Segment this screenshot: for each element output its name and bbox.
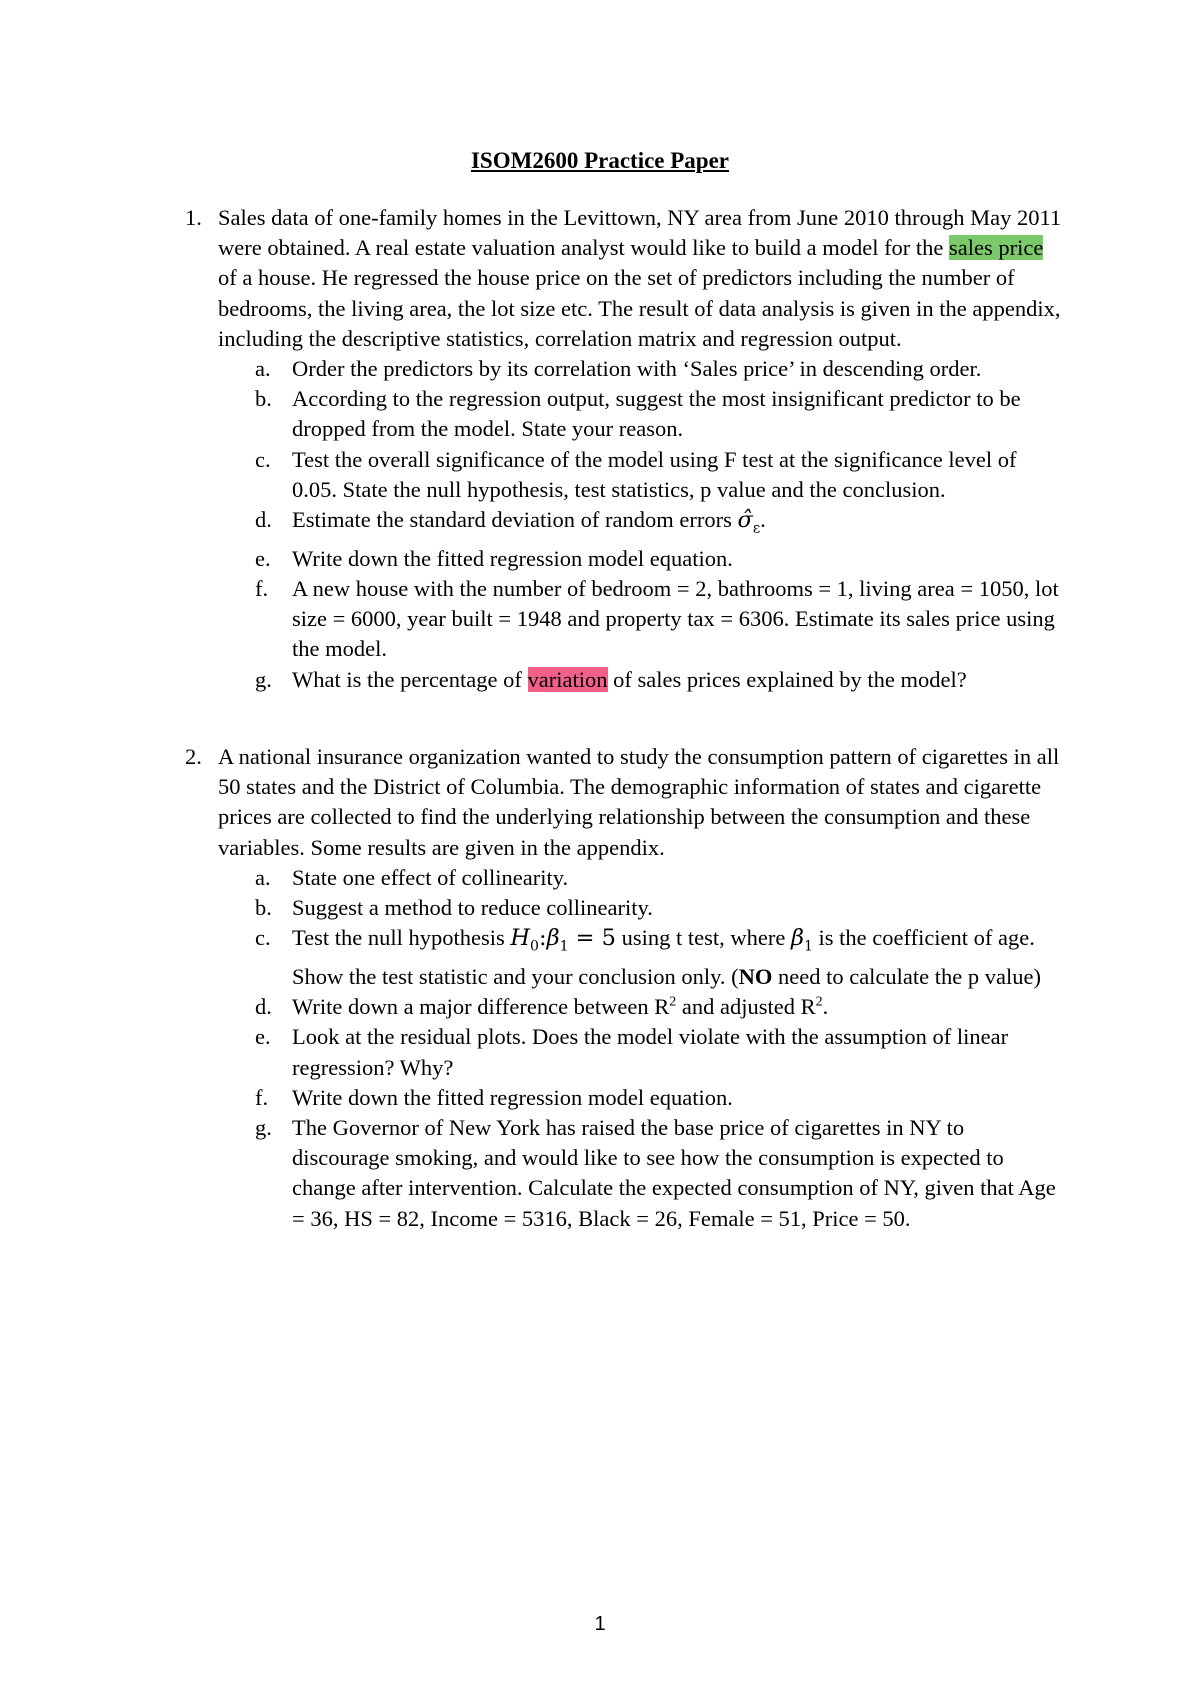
question-2 xyxy=(185,742,1065,1234)
q2-subpart-g xyxy=(185,1113,1065,1234)
q1-subpart-c-letter: c. xyxy=(255,446,271,472)
q2-subpart-b-letter: b. xyxy=(255,895,272,921)
sigma-subscript: ε xyxy=(752,520,761,537)
q1-subpart-a-text: Order the predictors by its correlation with ‘Sales price’ in descending order. xyxy=(292,356,982,382)
beta-symbol-2: β xyxy=(790,925,804,952)
bold-no: NO xyxy=(738,963,773,989)
q2-subpart-c-text-part4: need to calculate the p value) xyxy=(772,963,1041,989)
q1-subpart-a-letter: a. xyxy=(255,356,271,382)
q2-subpart-a xyxy=(185,863,1065,893)
r-squared-sup-2: 2 xyxy=(815,994,823,1010)
question-1-subparts xyxy=(185,354,1065,695)
q2-subpart-b-text: Suggest a method to reduce collinearity. xyxy=(292,895,653,921)
question-1-intro xyxy=(185,203,1065,354)
null-hypothesis-formula xyxy=(510,925,616,955)
question-2-intro xyxy=(185,742,1065,863)
question-2-intro-text: A national insurance organization wanted to study the consumption pattern of cigarettes in all 50 states and the District of Columbia. The demographic information of states and cigarette prices are collected to find the underlying relationship between the consumption and these variables. Some results are given in the appendix. xyxy=(218,744,1060,860)
q1-subpart-b-text: According to the regression output, suggest the most insignificant predictor to be dropped from the model. State your reason. xyxy=(292,386,1021,442)
q1-subpart-d-letter: d. xyxy=(255,507,272,533)
q1-subpart-f-text: A new house with the number of bedroom = 2, bathrooms = 1, living area = 1050, lot size = 6000, year built = 1948 and property tax = 6306. Estimate its sales price using the model. xyxy=(292,575,1059,662)
q2-subpart-c-text-part2: using t test, where xyxy=(615,925,791,951)
question-1-intro-text-part1: Sales data of one-family homes in the Levittown, NY area from June 2010 through May 2011 were obtained. A real estate valuation analyst would like to build a model for the xyxy=(218,205,1062,261)
q2-subpart-c-letter: c. xyxy=(255,925,271,951)
q1-subpart-c xyxy=(185,445,1065,505)
q2-subpart-d-text-part3: . xyxy=(822,994,829,1020)
q1-subpart-g-letter: g. xyxy=(255,666,272,692)
q2-subpart-d xyxy=(185,992,1065,1022)
sigma-hat: σ̂ xyxy=(737,507,753,534)
sigma-hat-symbol xyxy=(737,507,761,537)
q2-subpart-c-text-part3: is the coefficient of age. Show the test statistic and your conclusion only. ( xyxy=(292,925,1035,989)
q1-subpart-g xyxy=(185,665,1065,695)
equals-five: = 5 xyxy=(568,925,616,952)
r-squared-sup-1: 2 xyxy=(669,994,677,1010)
q1-subpart-e xyxy=(185,544,1065,574)
q2-subpart-b xyxy=(185,893,1065,923)
beta-symbol: β xyxy=(546,925,560,952)
page-number: 1 xyxy=(594,1613,606,1635)
q1-subpart-c-text: Test the overall significance of the model using F test at the significance level of 0.05. State the null hypothesis, test statistics, p value and the conclusion. xyxy=(292,446,1017,502)
q1-subpart-f xyxy=(185,574,1065,665)
q2-subpart-d-text-part1: Write down a major difference between R xyxy=(292,994,670,1020)
q1-subpart-b xyxy=(185,384,1065,444)
q2-subpart-d-text-part2: and adjusted R xyxy=(676,994,816,1020)
q1-subpart-b-letter: b. xyxy=(255,386,272,412)
h-symbol: H xyxy=(510,925,531,952)
question-1-number: 1. xyxy=(185,205,202,230)
q2-subpart-a-text: State one effect of collinearity. xyxy=(292,864,569,890)
colon-symbol: : xyxy=(538,925,547,952)
h-subscript: 0 xyxy=(530,938,539,955)
q2-subpart-d-letter: d. xyxy=(255,994,272,1020)
question-2-subparts xyxy=(185,863,1065,1234)
q2-subpart-f-letter: f. xyxy=(255,1084,269,1110)
q1-subpart-f-letter: f. xyxy=(255,575,269,601)
q2-subpart-e-text: Look at the residual plots. Does the model violate with the assumption of linear regression? Why? xyxy=(292,1024,1009,1080)
q2-subpart-f-text: Write down the fitted regression model equation. xyxy=(292,1084,733,1110)
q1-subpart-d-end: . xyxy=(760,507,766,533)
q2-subpart-f xyxy=(185,1083,1065,1113)
q1-subpart-d-text: Estimate the standard deviation of random errors xyxy=(292,507,738,533)
question-1-intro-text-part2: of a house. He regressed the house price on the set of predictors including the number of bedrooms, the living area, the lot size etc. The result of data analysis is given in the appendix, including the descriptive statistics, correlation matrix and regression output. xyxy=(218,265,1061,351)
q2-subpart-a-letter: a. xyxy=(255,864,271,890)
q2-subpart-g-letter: g. xyxy=(255,1114,272,1140)
highlight-sales-price: sales price xyxy=(949,235,1044,261)
q2-subpart-e xyxy=(185,1022,1065,1082)
question-2-number: 2. xyxy=(185,744,202,769)
beta-coefficient xyxy=(790,925,813,955)
q2-subpart-c-text-part1: Test the null hypothesis xyxy=(292,925,511,951)
question-1 xyxy=(185,203,1065,695)
beta-subscript-2: 1 xyxy=(803,938,813,955)
q2-subpart-g-text: The Governor of New York has raised the base price of cigarettes in NY to discourage smoking, and would like to see how the consumption is expected to change after intervention. Calculate the expected consumption of NY, given that Age = 36, HS = 82, Income = 5316, Black = 26, Female = 51, Price = 50. xyxy=(292,1114,1056,1231)
highlight-variation: variation xyxy=(527,666,608,692)
beta-subscript: 1 xyxy=(559,938,569,955)
q1-subpart-g-text-part2: of sales prices explained by the model? xyxy=(607,666,967,692)
page-title: ISOM2600 Practice Paper xyxy=(470,148,730,173)
q2-subpart-c xyxy=(185,923,1065,992)
q1-subpart-e-letter: e. xyxy=(255,545,271,571)
q1-subpart-e-text: Write down the fitted regression model equation. xyxy=(292,545,733,571)
q2-subpart-e-letter: e. xyxy=(255,1024,271,1050)
q1-subpart-a xyxy=(185,354,1065,384)
q1-subpart-g-text-part1: What is the percentage of xyxy=(292,666,528,692)
q1-subpart-d xyxy=(185,505,1065,544)
